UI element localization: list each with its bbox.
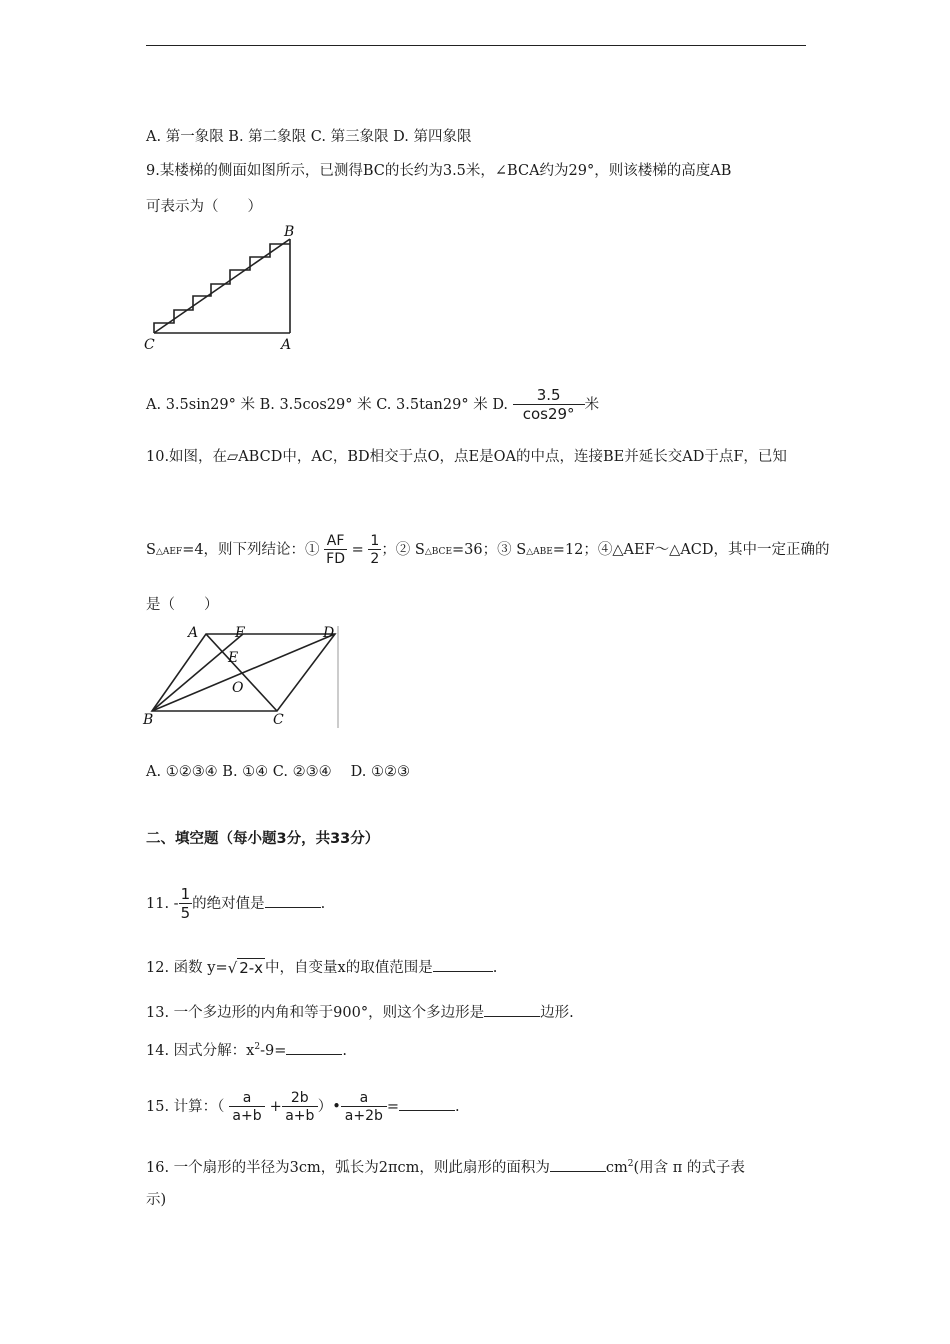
q11-frac-den: 5 bbox=[180, 904, 191, 922]
q15 bbox=[146, 1091, 460, 1133]
q15-f1-num: a bbox=[229, 1091, 265, 1107]
label-E: E bbox=[228, 650, 239, 666]
q16-sup: 2 bbox=[627, 1159, 634, 1169]
q9-optD-fraction bbox=[513, 388, 585, 422]
q10-s2-sub: △BCE bbox=[424, 547, 453, 557]
q14-answer-blank[interactable] bbox=[286, 1042, 342, 1055]
q9-stem-line1: 9.某楼梯的侧面如图所示，已测得BC的长约为3.5米，∠BCA约为29°，则该楼梯的高度AB bbox=[146, 163, 732, 179]
q14-sup: 2 bbox=[254, 1042, 261, 1052]
q15-f1-den: a+b bbox=[232, 1108, 262, 1124]
q10-frac-half bbox=[368, 534, 381, 566]
q16-line2: 示) bbox=[146, 1192, 167, 1208]
q12-sqrt: √ 2-x bbox=[227, 959, 264, 977]
header-rule bbox=[146, 45, 806, 46]
q9-optD-den: cos29° bbox=[522, 405, 575, 423]
label-F: F bbox=[235, 625, 245, 641]
q15-answer-blank[interactable] bbox=[399, 1098, 455, 1111]
q16-line1 bbox=[146, 1154, 745, 1178]
q13 bbox=[146, 1003, 574, 1023]
q11-num: 11. bbox=[146, 896, 170, 912]
label-A: A bbox=[188, 625, 199, 641]
q11 bbox=[146, 887, 325, 927]
parallelogram-figure bbox=[140, 622, 345, 730]
q12-text: 中，自变量x的取值范围是 bbox=[265, 960, 433, 976]
q12-end: . bbox=[492, 960, 498, 976]
q10-s3-val: =12；④△AEF～△ACD，其中一定正确的 bbox=[552, 542, 830, 558]
q16-text: 16. 一个扇形的半径为3cm，弧长为2πcm，则此扇形的面积为 bbox=[146, 1159, 550, 1176]
q15-end: . bbox=[455, 1099, 460, 1115]
q8-options: A. 第一象限 B. 第二象限 C. 第三象限 D. 第四象限 bbox=[146, 129, 472, 145]
q15-plus: + bbox=[269, 1099, 282, 1115]
q10-s1-sub: △AEF bbox=[155, 547, 183, 557]
q15-close: ）• bbox=[317, 1099, 341, 1115]
q10-s2-pre: ；② S bbox=[381, 542, 425, 558]
q10-eq: = bbox=[351, 542, 364, 558]
q12-radicand: 2-x bbox=[239, 959, 264, 977]
q10-frac1-num: AF bbox=[324, 534, 347, 550]
q15-prefix: 15. 计算：（ bbox=[146, 1099, 225, 1115]
q10-s2-val: =36；③ S bbox=[452, 542, 527, 558]
label-C: C bbox=[144, 337, 155, 353]
q14-prefix: 14. 因式分解：x bbox=[146, 1042, 255, 1059]
q11-minus: - bbox=[173, 896, 179, 912]
q15-f3-den: a+2b bbox=[344, 1108, 383, 1124]
q13-text: 13. 一个多边形的内角和等于900°，则这个多边形是 bbox=[146, 1005, 485, 1021]
q10-s1-letter: S bbox=[146, 542, 156, 558]
q11-end: . bbox=[320, 896, 326, 912]
q11-text: 的绝对值是 bbox=[192, 896, 265, 912]
q9-stem-line2: 可表示为（ ） bbox=[146, 199, 262, 215]
q15-f2-num: 2b bbox=[282, 1091, 318, 1107]
q15-frac2 bbox=[282, 1091, 318, 1123]
q12-answer-blank[interactable] bbox=[433, 959, 493, 972]
q10-s1-val: =4，则下列结论：① bbox=[182, 542, 320, 558]
q13-end: 边形. bbox=[540, 1005, 574, 1021]
q11-frac-num: 1 bbox=[180, 885, 191, 903]
q10-frac1-den: FD bbox=[326, 551, 346, 567]
q11-fraction bbox=[179, 887, 193, 921]
q10-stem-line1: 10.如图，在▱ABCD中，AC，BD相交于点O，点E是OA的中点，连接BE并延长交AD于点F，已知 bbox=[146, 449, 787, 465]
q15-f3-num: a bbox=[341, 1091, 387, 1107]
q9-optD-unit: 米 bbox=[584, 397, 600, 413]
q10-frac2-num: 1 bbox=[370, 533, 380, 549]
q10-frac2-den: 2 bbox=[370, 551, 380, 567]
q10-stem-line3: 是（ ） bbox=[146, 597, 219, 613]
label-D: D bbox=[323, 625, 335, 641]
q13-answer-blank[interactable] bbox=[484, 1004, 540, 1017]
q16-answer-blank[interactable] bbox=[550, 1159, 606, 1172]
q9-options-abc: A. 3.5sin29° 米 B. 3.5cos29° 米 C. 3.5tan29° 米 D. bbox=[146, 397, 509, 413]
q12-prefix: 12. 函数 y= bbox=[146, 960, 228, 976]
q15-frac3 bbox=[341, 1091, 387, 1123]
q11-answer-blank[interactable] bbox=[265, 895, 321, 908]
q15-frac1 bbox=[229, 1091, 265, 1123]
q10-frac-af-fd bbox=[324, 534, 347, 566]
label-B: B bbox=[143, 712, 154, 728]
q10-stem-line2 bbox=[146, 534, 830, 574]
q15-eq: = bbox=[386, 1099, 400, 1115]
label-B: B bbox=[284, 224, 295, 240]
q15-f2-den: a+b bbox=[285, 1108, 315, 1124]
label-O: O bbox=[232, 680, 244, 696]
q14-mid: -9= bbox=[260, 1042, 287, 1059]
label-C: C bbox=[273, 712, 284, 728]
q14 bbox=[146, 1037, 347, 1061]
q10-s3-sub: △ABE bbox=[526, 547, 553, 557]
q16-text-post: (用含 π 的式子表 bbox=[633, 1159, 745, 1176]
staircase-figure bbox=[140, 222, 310, 354]
q9-optD-num: 3.5 bbox=[513, 388, 585, 405]
section2-title: 二、填空题（每小题3分，共33分） bbox=[146, 831, 380, 847]
q10-options: A. ①②③④ B. ①④ C. ②③④ D. ①②③ bbox=[146, 764, 411, 780]
q9-options bbox=[146, 388, 599, 428]
label-A: A bbox=[281, 337, 292, 353]
q12 bbox=[146, 958, 497, 978]
q14-end: . bbox=[342, 1042, 347, 1059]
q16-unit: cm bbox=[605, 1159, 628, 1176]
